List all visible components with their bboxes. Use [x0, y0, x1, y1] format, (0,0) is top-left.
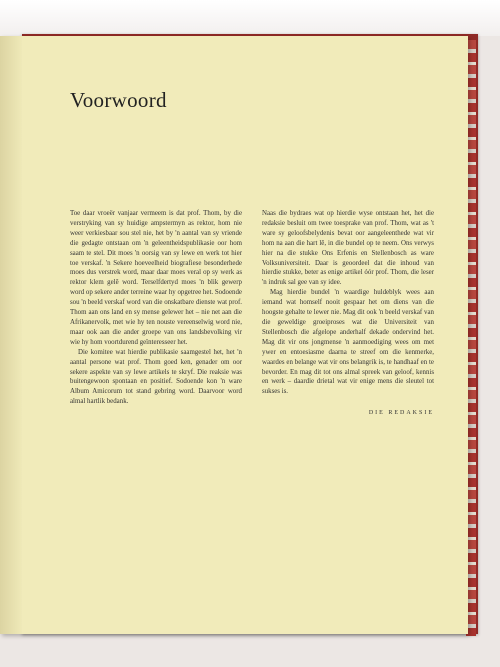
right-column — [262, 209, 434, 419]
left-column — [70, 209, 242, 407]
paragraph: Die komitee wat hierdie publikasie saamgestel het, het 'n aantal persone wat prof. Thom goed ken, genader om oor sekere aspekte van sy lewe artikels te skryf. Die reaksie was buitengewoon spontaan en positief. Sodoende kon 'n ware Album Amicorum tot stand gebring word. Daarvoor word almal hartlik bedank. — [70, 348, 242, 406]
book-page — [0, 36, 468, 634]
signature: DIE REDAKSIE — [368, 410, 434, 417]
paragraph: Naas die bydraes wat op hierdie wyse ontstaan het, het die redaksie besluit om twee toesprake van prof. Thom, wat as 't ware sy geloofsbelydenis bevat oor aangeleenthede wat vir hom na aan die hart lê, in die bundel op te neem. Ons verwys hier na die stukke Ons Erfenis en Stellenbosch as ware Volksuniversiteit. Daar is geoordeel dat die inhoud van hierdie stukke, beter as enige artikel óór prof. Thom, die leser 'n indruk sal gee van sy idee. — [262, 210, 434, 287]
background-top — [0, 0, 500, 36]
page-gutter — [0, 36, 22, 634]
page-title: Voorwoord — [70, 88, 167, 112]
paragraph: Toe daar vroeër vanjaar vermeem is dat prof. Thom, by die verstryking van sy huidige ampstermyn as rektor, hom nie weer verkiesbaar sou stel nie, het by 'n aantal van sy vriende die gedagte ontstaan om 'n geleentheidspublikasie oor hom saam te stel. Dit moes 'n oorsig van sy lewe en werk tot hier toe verskaf. 'n Sekere hoeveelheid biografiese besonderhede moes dus verstrek word, maar daar moes veral op sy werk as rektor klem gelê word. Terselfdertyd moes 'n blik gewerp word op sekere ander terreine waar hy opgetree het. Sodoende sou 'n beeld verskaf word van die onskatbare dienste wat prof. Thom aan ons land en sy mense gelewer het – nie net aan die Afrikanervolk, met wie hy ten nouste vereenselwig word nie, maar ook aan die ander groepe van ons landsbevolking vir wie hy hom voortdurend geïnteresseer het. — [70, 210, 242, 346]
paragraph: Mag hierdie bundel 'n waardige huldeblyk wees aan iemand wat homself nooit gespaar het om diens van die hoogste gehalte te lewer nie. Mag dit ook 'n beeld verskaf van die geweldige groeiproses wat die Universiteit van Stellenbosch die afgelope anderhalf dekade ondervind het. Mag dit vir ons jongmense 'n aanmoediging wees om met ywer en entoesiasme daarna te streef om die kenmerke, waardes en belange wat vir ons belangrik is, te handhaaf en te bevorder. En mag dit tot ons almal spreek van geloof, kennis en werk – daardie drietal wat vir enige mens die sleutel tot sukses is. — [262, 289, 434, 396]
